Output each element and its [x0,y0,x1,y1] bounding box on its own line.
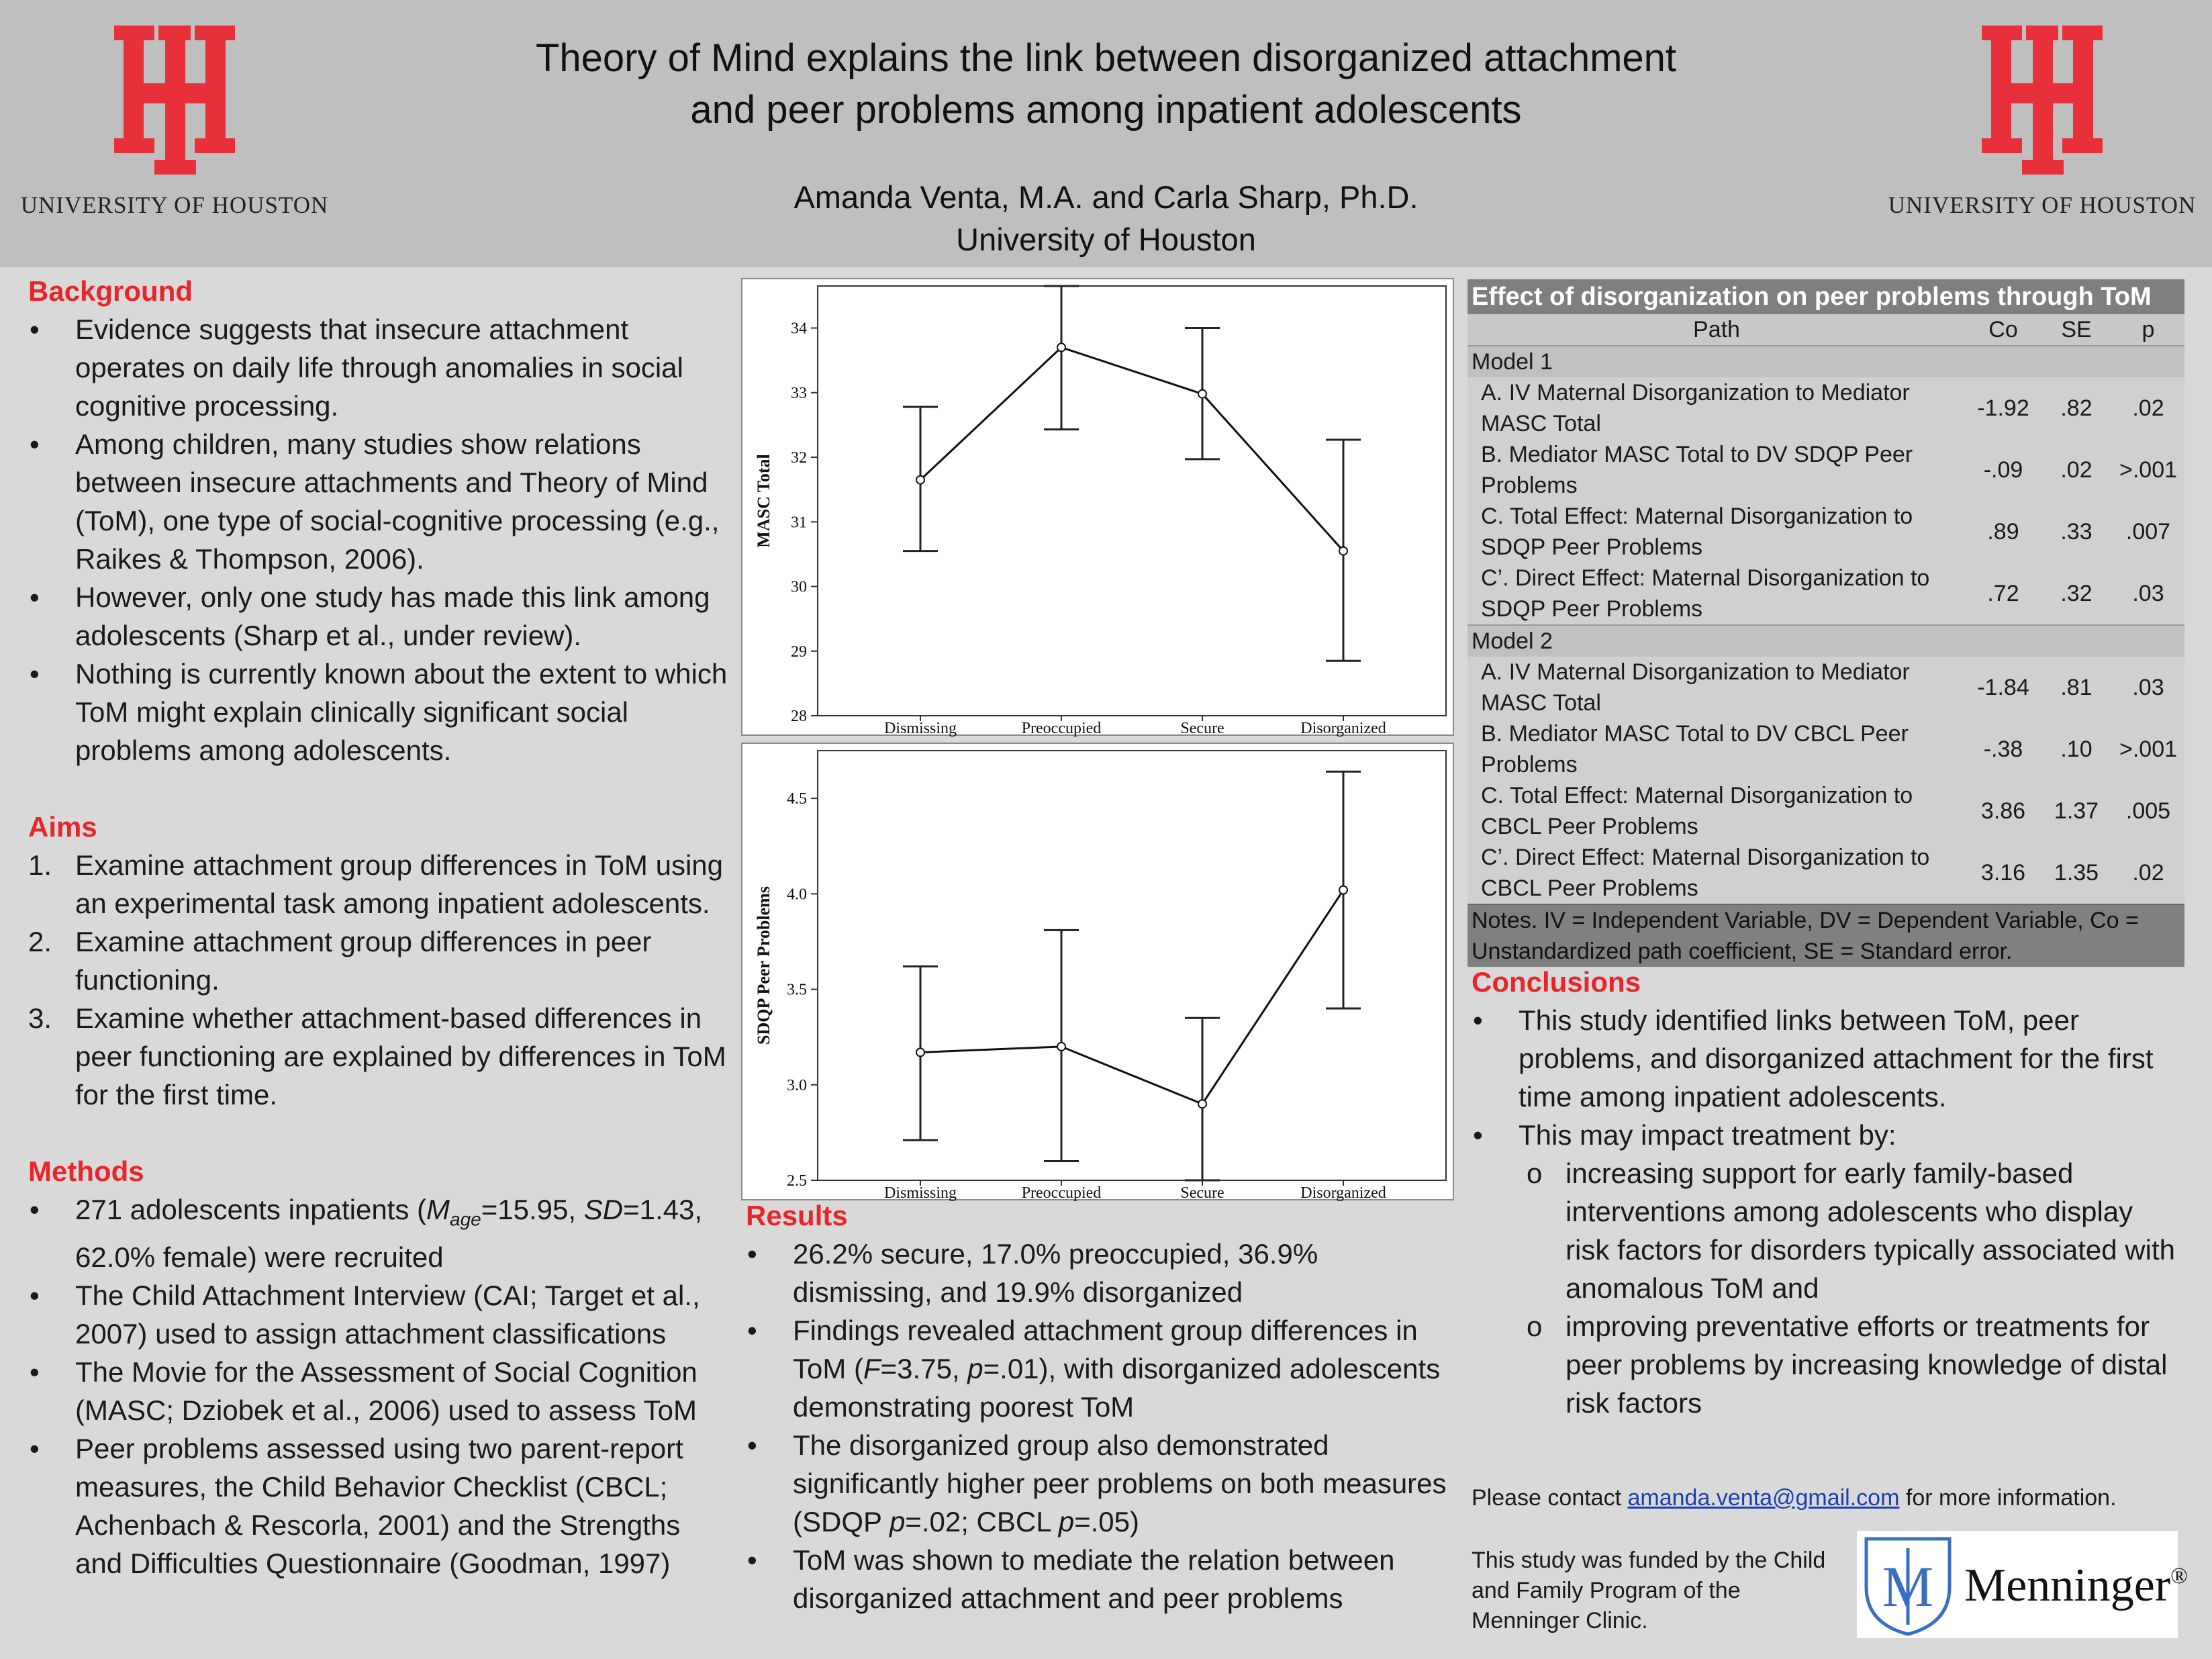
results-column [746,1196,1457,1617]
text-run: =.01), with disorganized adolescents demonstrating poorest ToM [793,1353,1441,1423]
co-cell: .72 [1966,563,2041,625]
y-tick-label: 30 [791,578,807,596]
list-item: • This study identified links between ToM, peer problems, and disorganized attachment for the first time among inpatient adolescents. [1472,1001,2183,1116]
list-item: • However, only one study has made this link among adolescents (Sharp et al., under review). [28,578,730,655]
list-item: • Among children, many studies show relations between insecure attachments and Theory of Mind (ToM), one type of social-cognitive processing (e.g., Raikes & Thompson, 2006). [28,425,730,578]
x-tick-label: Secure [1180,720,1224,737]
aims-heading: Aims [28,811,97,843]
list-number: 1. [28,849,52,881]
text-run: SD [583,1194,624,1225]
p-cell: >.001 [2112,718,2184,780]
text-run: =3.75, [880,1353,968,1384]
list-text: Examine attachment group differences in ToM using an experimental task among inpatient adolescents. [75,849,723,919]
poster-header [0,0,2212,267]
co-cell: -.38 [1966,718,2041,780]
se-cell: .10 [2041,718,2112,780]
table-row [1468,501,2184,563]
model-label: Model 1 [1468,346,2184,377]
p-cell: .02 [2112,842,2184,904]
uh-logo-right [1881,26,2203,219]
contact-email-link[interactable]: amanda.venta@gmail.com [1627,1485,1900,1511]
table-row [1468,842,2184,904]
table-notes: Notes. IV = Independent Variable, DV = Dependent Variable, Co = Unstandardized path coefficient, SE = Standard error. [1468,904,2184,967]
p-cell: .005 [2112,780,2184,842]
list-item [1472,1116,2183,1422]
y-tick-label: 34 [791,320,807,338]
model-2-row [1468,625,2184,657]
path-cell: C’. Direct Effect: Maternal Disorganization to SDQP Peer Problems [1468,563,1966,625]
model-label: Model 2 [1468,625,2184,657]
list-item [28,999,730,1114]
menninger-logo [1857,1531,2188,1638]
y-tick-label: 4.0 [787,886,807,904]
background-list [28,310,730,769]
methods-heading: Methods [28,1155,144,1187]
path-cell: C’. Direct Effect: Maternal Disorganization to CBCL Peer Problems [1468,842,1966,904]
menninger-shield-letter: M [1882,1554,1934,1619]
text-run: age [450,1208,481,1230]
se-cell: .82 [2041,377,2112,439]
list-item [746,1311,1457,1426]
list-item [28,846,730,922]
menninger-wordmark: Menninger® [1964,1560,2188,1611]
data-point [1057,1043,1065,1051]
authors-block [430,176,1782,260]
text-run: =.05) [1074,1506,1139,1537]
co-cell: 3.86 [1966,780,2041,842]
list-item: • The Movie for the Assessment of Social Cognition (MASC; Dziobek et al., 2006) used to assess ToM [28,1353,730,1429]
x-tick-label: Preoccupied [1021,720,1102,737]
p-cell: >.001 [2112,439,2184,501]
authors: Amanda Venta, M.A. and Carla Sharp, Ph.D. [794,179,1418,215]
path-cell: B. Mediator MASC Total to DV CBCL Peer Problems [1468,718,1966,780]
text-run: F [863,1353,881,1384]
text-run: M [426,1194,450,1225]
funding-note: This study was funded by the Child and Family Program of the Menninger Clinic. [1472,1548,1826,1633]
x-tick-label: Dismissing [883,720,957,737]
table-row [1468,439,2184,501]
col-header-co: Co [1966,314,2041,346]
se-cell: .32 [2041,563,2112,625]
sub-list-item: o improving preventative efforts or treatments for peer problems by increasing knowledge of distal risk factors [1519,1307,2183,1422]
sub-list-item: o increasing support for early family-based interventions among adolescents who display risk factors for disorders typically associated with anomalous ToM and [1519,1154,2183,1307]
methods-list [28,1190,730,1582]
x-tick-label: Dismissing [883,1184,957,1202]
table-notes-row [1468,904,2184,967]
list-item [746,1426,1457,1541]
y-tick-label: 32 [791,449,807,467]
table-row [1468,563,2184,625]
left-column [28,272,730,1582]
affiliation: University of Houston [956,222,1256,257]
text-run: Findings revealed attachment group differences in ToM ( [793,1315,1418,1384]
se-cell: .33 [2041,501,2112,563]
uh-logo-text: UNIVERSITY OF HOUSTON [1888,192,2197,218]
chart-masc [741,278,1454,736]
x-tick-label: Disorganized [1300,1184,1386,1202]
list-number: 3. [28,1002,52,1034]
data-point [1198,1100,1206,1108]
conclusions-block [1472,963,2183,1422]
x-tick-label: Preoccupied [1021,1184,1102,1202]
se-cell: 1.37 [2041,780,2112,842]
background-heading: Background [28,275,193,307]
table-caption-row [1468,279,2184,314]
list-text: Examine whether attachment-based differences in peer functioning are explained by differences in ToM for the first time. [75,1002,726,1110]
x-tick-label: Disorganized [1300,720,1386,737]
path-cell: A. IV Maternal Disorganization to Mediator MASC Total [1468,657,1966,718]
plot-frame [818,286,1446,716]
path-cell: C. Total Effect: Maternal Disorganization to CBCL Peer Problems [1468,780,1966,842]
results-heading: Results [746,1200,848,1231]
list-item [28,1190,730,1276]
data-point [1339,886,1347,894]
results-list [746,1235,1457,1617]
co-cell: -.09 [1966,439,2041,501]
table-row [1468,780,2184,842]
uh-logo-icon [114,26,235,187]
masc-chart-svg [742,279,1453,737]
data-point [916,476,924,484]
title-line-2: and peer problems among inpatient adolescents [690,88,1522,132]
conclusions-list [1472,1001,2183,1422]
conclusions-heading: Conclusions [1472,966,1641,998]
text-run: p [967,1353,983,1384]
y-tick-label: 28 [791,708,807,725]
aims-list [28,846,730,1114]
path-cell: B. Mediator MASC Total to DV SDQP Peer Problems [1468,439,1966,501]
y-axis-label: SDQP Peer Problems [754,886,773,1045]
text-run: 271 adolescents inpatients ( [75,1194,427,1225]
text-run: p [889,1506,906,1537]
table-row [1468,377,2184,439]
table-header-row [1468,314,2184,346]
contact-suffix: for more information. [1899,1485,2117,1511]
p-cell: .03 [2112,563,2184,625]
y-tick-label: 31 [791,514,807,532]
data-point [1339,547,1347,555]
text-run: The disorganized group also demonstrated significantly higher peer problems on both measures (SDQP [793,1429,1447,1537]
list-item: • ToM was shown to mediate the relation between disorganized attachment and peer problems [746,1541,1457,1617]
sdqp-chart-svg [742,744,1453,1202]
y-tick-label: 29 [791,643,807,661]
table-row [1468,718,2184,780]
col-header-path: Path [1468,314,1966,346]
col-header-p: p [2112,314,2184,346]
y-tick-label: 2.5 [787,1172,807,1190]
p-cell: .007 [2112,501,2184,563]
list-item: • Peer problems assessed using two parent-report measures, the Child Behavior Checklist (CBCL; Achenbach & Rescorla, 2001) and the Strengths and Difficulties Questionnaire (Goodman, 1997) [28,1429,730,1582]
y-axis-label: MASC Total [754,454,773,548]
co-cell: -1.84 [1966,657,2041,718]
list-item [28,922,730,999]
model-1-row [1468,346,2184,377]
mediation-table [1468,279,2184,967]
list-text: • This may impact treatment by: [1519,1119,1896,1151]
table-caption: Effect of disorganization on peer problems through ToM [1468,279,2184,314]
p-cell: .02 [2112,377,2184,439]
data-point [1198,390,1206,398]
data-point [1057,343,1065,351]
text-run: p [1058,1506,1075,1537]
se-cell: .81 [2041,657,2112,718]
text-run: =.02; CBCL [905,1506,1059,1537]
path-cell: A. IV Maternal Disorganization to Mediator MASC Total [1468,377,1966,439]
title-line-1: Theory of Mind explains the link between disorganized attachment [535,36,1677,80]
data-point [916,1048,924,1056]
co-cell: .89 [1966,501,2041,563]
col-header-se: SE [2041,314,2112,346]
contact-prefix: Please contact [1472,1485,1628,1511]
uh-logo-icon [1982,26,2103,187]
text-run: =1.43, 62.0% female) were recruited [75,1194,703,1274]
y-tick-label: 4.5 [787,790,807,808]
se-cell: 1.35 [2041,842,2112,904]
y-tick-label: 3.5 [787,981,807,999]
list-item: • Nothing is currently known about the extent to which ToM might explain clinically significant social problems among adolescents. [28,655,730,769]
path-cell: C. Total Effect: Maternal Disorganization to SDQP Peer Problems [1468,501,1966,563]
y-tick-label: 33 [791,384,807,402]
contact-line [1472,1482,2117,1513]
p-cell: .03 [2112,657,2184,718]
table-row [1468,657,2184,718]
text-run: =15.95, [481,1194,584,1225]
list-item: • Evidence suggests that insecure attachment operates on daily life through anomalies in social cognitive processing. [28,310,730,425]
chart-sdqp [741,743,1454,1200]
y-tick-label: 3.0 [787,1076,807,1094]
list-text: Examine attachment group differences in peer functioning. [75,926,652,996]
co-cell: -1.92 [1966,377,2041,439]
x-tick-label: Secure [1180,1184,1224,1202]
list-number: 2. [28,926,52,957]
conclusions-sublist [1519,1154,2183,1422]
menninger-logo-svg [1857,1531,2188,1638]
poster-title [430,32,1782,136]
uh-logo-left [13,26,336,219]
uh-logo-text: UNIVERSITY OF HOUSTON [20,192,329,218]
se-cell: .02 [2041,439,2112,501]
co-cell: 3.16 [1966,842,2041,904]
list-item: • 26.2% secure, 17.0% preoccupied, 36.9% dismissing, and 19.9% disorganized [746,1235,1457,1311]
list-item: • The Child Attachment Interview (CAI; Target et al., 2007) used to assign attachment classifications [28,1276,730,1353]
